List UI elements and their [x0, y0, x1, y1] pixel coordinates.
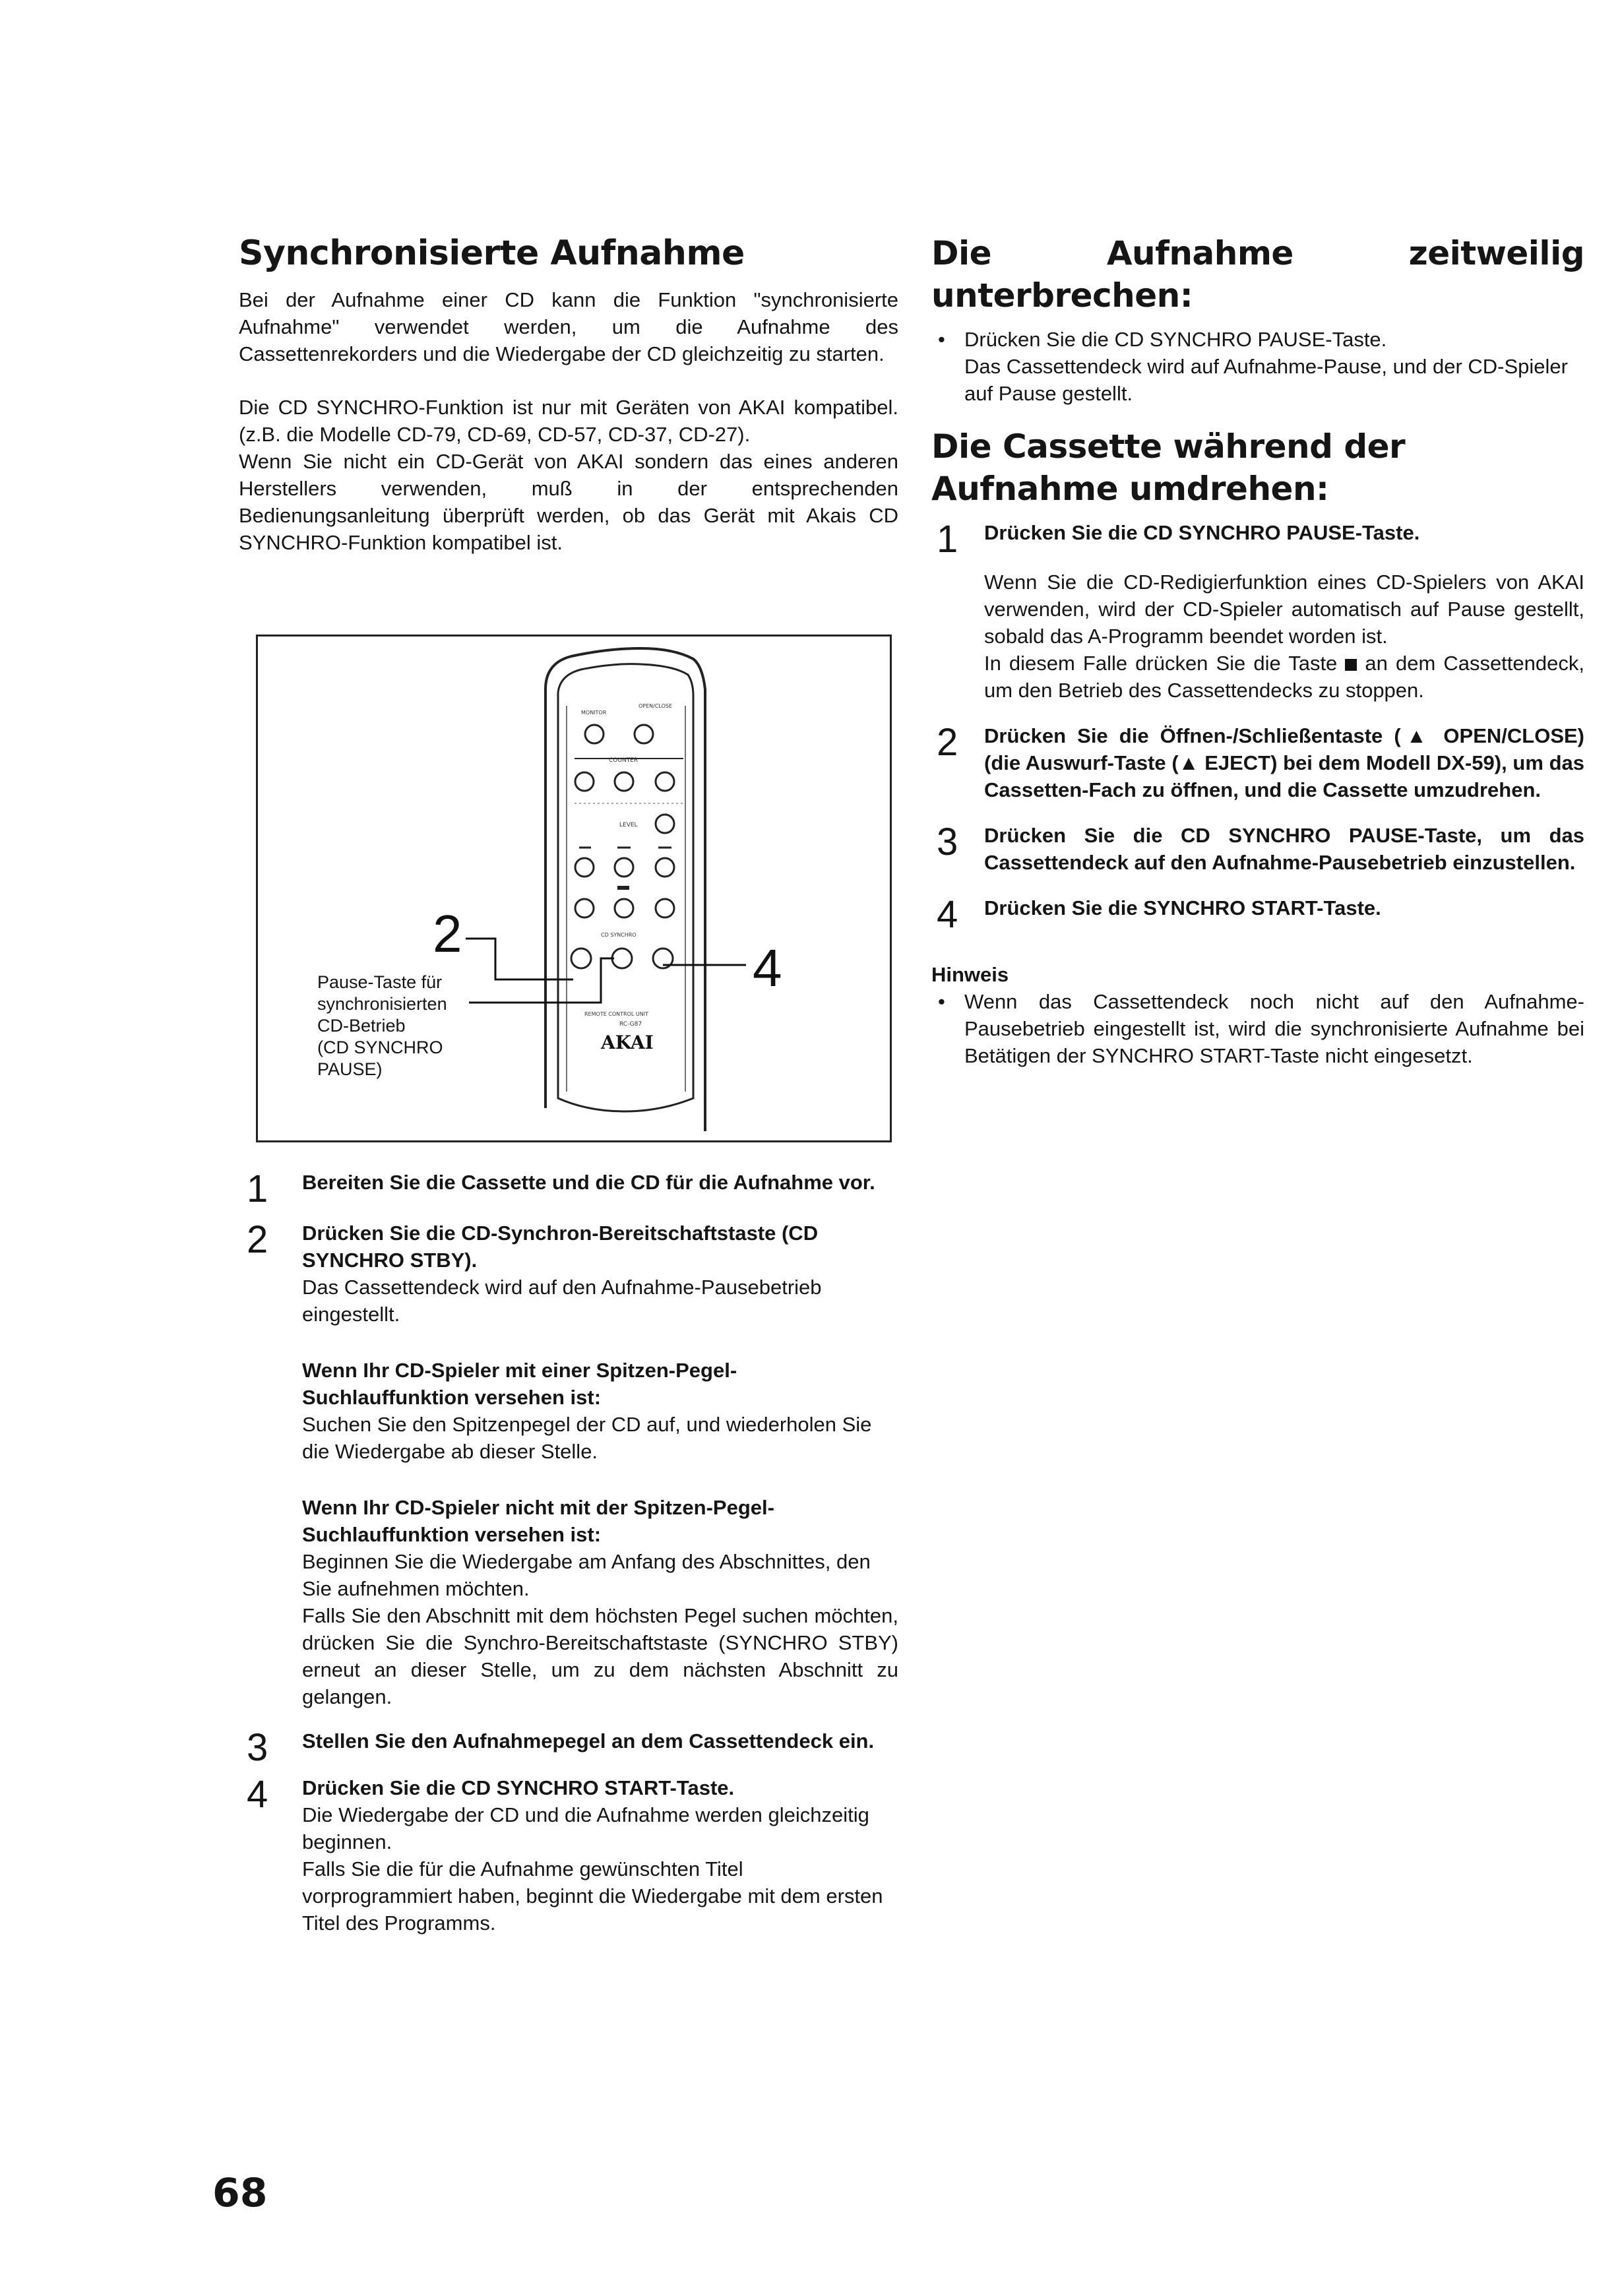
bullet-pause: • Drücken Sie die CD SYNCHRO PAUSE-Taste. Das Cassettendeck wird auf Aufnahme-Pause, und der CD-Spieler auf Pause gestellt.: [931, 326, 1584, 407]
step-title: Drücken Sie die CD-Synchron-Bereitschaftstaste (CD SYNCHRO STBY).: [302, 1222, 819, 1272]
step-text-1: Die Wiedergabe der CD und die Aufnahme werden gleichzeitig beginnen.: [302, 1803, 869, 1853]
caption-line-4: (CD SYNCHRO: [317, 1038, 443, 1057]
step-number: 1: [247, 1167, 268, 1210]
step-text-2: Falls Sie die für die Aufnahme gewünschten Titel vorprogrammiert haben, beginnt die Wiedergabe mit dem ersten Titel des Programms.: [302, 1857, 883, 1935]
section-title-synchro: Synchronisierte Aufnahme: [239, 233, 745, 273]
label-remote-unit: REMOTE CONTROL UNIT: [584, 1011, 648, 1017]
callout-4: 4: [753, 939, 782, 997]
case2-text-1: Beginnen Sie die Wiedergabe am Anfang des Abschnittes, den Sie aufnehmen möchten.: [302, 1550, 871, 1600]
label-cd-synchro: CD SYNCHRO: [601, 932, 637, 938]
step-title: Drücken Sie die Öffnen-/Schließentaste (▲ OPEN/CLOSE) (die Auswurf-Taste (▲ EJECT) bei dem Modell DX-59), um das Cassetten-Fach zu öffnen, und die Cassette umzudrehen.: [984, 724, 1584, 801]
case1-title: Wenn Ihr CD-Spieler mit einer Spitzen-Pegel-Suchlauffunktion versehen ist:: [302, 1359, 737, 1409]
bullet-pause-line1: Drücken Sie die CD SYNCHRO PAUSE-Taste.: [964, 328, 1387, 351]
step-number: 3: [247, 1726, 268, 1769]
step-title: Bereiten Sie die Cassette und die CD für die Aufnahme vor.: [302, 1171, 875, 1194]
remote-control-figure: [256, 635, 892, 1142]
section-title-turn-cassette: Die Cassette während der Aufnahme umdrehen:: [931, 427, 1406, 508]
stop-square-icon: [1345, 659, 1357, 671]
akai-logo: AKAI: [601, 1032, 654, 1053]
label-level: LEVEL: [619, 822, 638, 828]
step-title: Stellen Sie den Aufnahmepegel an dem Cassettendeck ein.: [302, 1729, 875, 1753]
bullet-pause-line2: Das Cassettendeck wird auf Aufnahme-Pause, und der CD-Spieler auf Pause gestellt.: [964, 355, 1568, 405]
section-title-pause: Die Aufnahme zeitweilig unterbrechen:: [931, 234, 1584, 315]
step-title: Drücken Sie die CD SYNCHRO PAUSE-Taste.: [984, 521, 1420, 544]
step-right-4: [931, 893, 1584, 936]
step-number: 4: [247, 1773, 268, 1816]
step-right-1: [931, 519, 1584, 704]
intro-paragraph-3: Wenn Sie nicht ein CD-Gerät von AKAI sondern das eines anderen Herstellers verwenden, muß in der entsprechenden Bedienungsanleitung überprüft werden, ob das Gerät mit Akais CD SYNCHRO-Funktion kompatibel ist.: [239, 450, 898, 554]
step-left-2: [239, 1220, 898, 1710]
figure-caption: [317, 972, 482, 1080]
step-left-1: [239, 1167, 898, 1210]
hint-text: Wenn das Cassettendeck noch nicht auf den Aufnahme-Pausebetrieb eingestellt ist, wird die synchronisierte Aufnahme bei Betätigen der SYNCHRO START-Taste nicht eingesetzt.: [964, 990, 1584, 1067]
step-text-2-pre: In diesem Falle drücken Sie die Taste: [984, 652, 1338, 675]
step-title: Drücken Sie die CD SYNCHRO PAUSE-Taste, um das Cassettendeck auf den Aufnahme-Pausebetrieb einzustellen.: [984, 824, 1584, 874]
label-open-close: OPEN/CLOSE: [639, 703, 673, 709]
caption-line-3: CD-Betrieb: [317, 1016, 406, 1036]
step-right-3: [931, 822, 1584, 876]
caption-line-1: Pause-Taste für: [317, 972, 443, 992]
callout-2: 2: [433, 904, 462, 963]
right-column: [931, 232, 1584, 1069]
step-number: 2: [247, 1218, 268, 1261]
page-number: 68: [212, 2170, 268, 2216]
label-monitor: MONITOR: [581, 710, 607, 716]
case2-title: Wenn Ihr CD-Spieler nicht mit der Spitzen-Pegel-Suchlauffunktion versehen ist:: [302, 1496, 774, 1546]
step-number: 1: [937, 518, 958, 561]
step-text: Das Cassettendeck wird auf den Aufnahme-Pausebetrieb eingestellt.: [302, 1276, 822, 1326]
caption-line-2: synchronisierten: [317, 994, 447, 1014]
step-number: 3: [937, 821, 958, 863]
intro-paragraph-1: Bei der Aufnahme einer CD kann die Funktion "synchronisierte Aufnahme" verwendet werden, um die Aufnahme des Cassettenrekorders und die Wiedergabe der CD gleichzeitig zu starten.: [239, 288, 898, 365]
step-title: Drücken Sie die CD SYNCHRO START-Taste.: [302, 1776, 735, 1799]
case2-text-2: Falls Sie den Abschnitt mit dem höchsten Pegel suchen möchten, drücken Sie die Synchro-Bereitschaftstaste (SYNCHRO STBY) erneut an dieser Stelle, um zu dem nächsten Abschnitt zu gelangen.: [302, 1604, 898, 1708]
left-column: [239, 232, 898, 556]
step-left-4: [239, 1774, 898, 1937]
step-right-2: [931, 722, 1584, 803]
intro-paragraph-2: Die CD SYNCHRO-Funktion ist nur mit Geräten von AKAI kompatibel. (z.B. die Modelle CD-79, CD-69, CD-57, CD-37, CD-27).: [239, 396, 898, 446]
hint-bullet: • Wenn das Cassettendeck noch nicht auf den Aufnahme-Pausebetrieb eingestellt ist, wird die synchronisierte Aufnahme bei Betätigen der SYNCHRO START-Taste nicht eingesetzt.: [931, 988, 1584, 1069]
step-number: 2: [937, 721, 958, 764]
step-number: 4: [937, 893, 958, 936]
label-model: RC-G87: [619, 1021, 642, 1028]
label-counter: COUNTER: [609, 757, 639, 764]
step-text-2-post: an dem Cassettendeck, um den Betrieb des Cassettendecks zu stoppen.: [984, 652, 1584, 702]
case1-text: Suchen Sie den Spitzenpegel der CD auf, und wiederholen Sie die Wiedergabe ab dieser Stelle.: [302, 1413, 872, 1463]
step-left-3: [239, 1726, 898, 1769]
step-text-2: [984, 650, 1584, 704]
caption-line-5: PAUSE): [317, 1059, 383, 1079]
step-title: Drücken Sie die SYNCHRO START-Taste.: [984, 896, 1381, 919]
step-text-1: Wenn Sie die CD-Redigierfunktion eines CD-Spielers von AKAI verwenden, wird der CD-Spieler automatisch auf Pause gestellt, sobald das A-Programm beendet worden ist.: [984, 571, 1584, 648]
left-steps: [239, 1169, 898, 1937]
hint-title: Hinweis: [931, 963, 1009, 986]
